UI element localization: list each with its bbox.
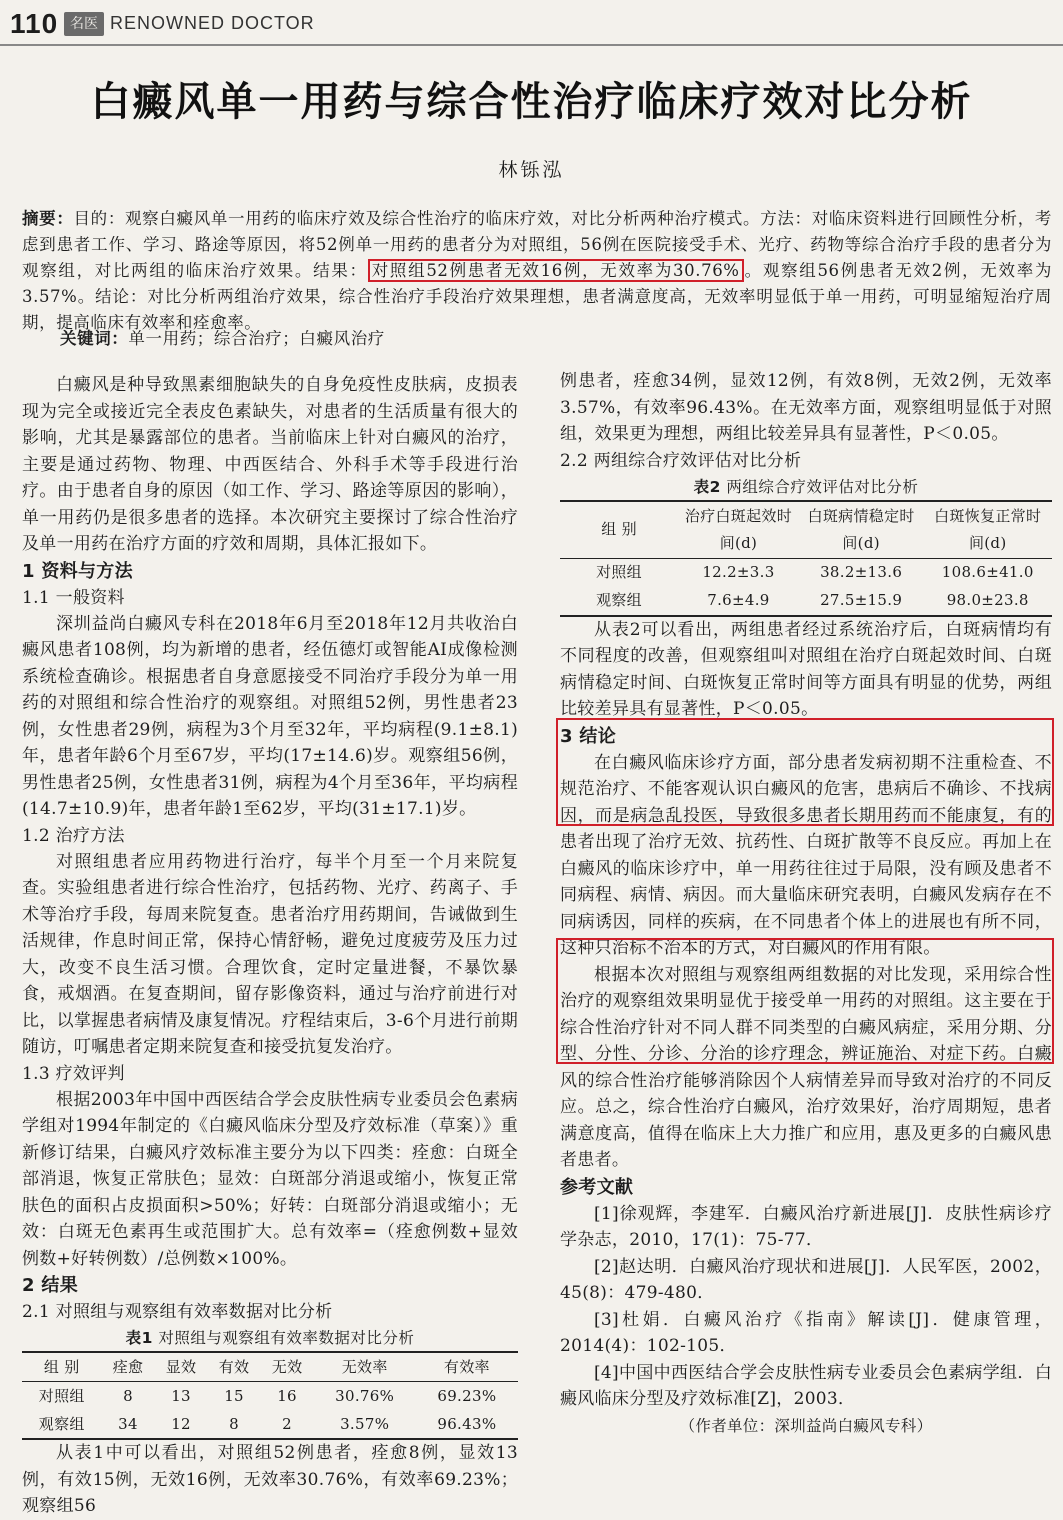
table-cell: 30.76% bbox=[335, 1386, 395, 1405]
table1-header: 有效率 bbox=[416, 1352, 518, 1382]
table2-caption-label: 表2 bbox=[693, 477, 721, 496]
right-column bbox=[560, 368, 1052, 1439]
article-author: 林铄泓 bbox=[498, 159, 565, 181]
intro-paragraph: 白癜风是种导致黑素细胞缺失的自身免疫性皮肤病，皮损表现为完全或接近完全表皮色素缺失，对患者的生活质量有很大的影响，尤其是暴露部位的患者。当前临床上针对白癜风的治疗，主要是通过药物、物理、中西医结合、外科手术等手段进行治疗。由于患者自身的原因（如工作、学习、路途等原因的影响），单一用药仍是很多患者的选择。本次研究主要探讨了综合性治疗及单一用药在治疗方面的疗效和周期，具体汇报如下。 bbox=[22, 375, 518, 554]
table1-header: 显效 bbox=[155, 1352, 208, 1382]
paragraph-table2-analysis: 从表2可以看出，两组患者经过系统治疗后，白斑病情均有不同程度的改善，但观察组叫对照组在治疗白斑起效时间、白斑病情稳定时间、白斑恢复正常时间等方面具有明显的优势，两组比较差异具有显著性，P＜0.05。 bbox=[560, 619, 1052, 719]
keywords-label: 关键词： bbox=[60, 329, 129, 348]
paragraph-conclusion-2: 根据本次对照组与观察组两组数据的对比发现，采用综合性治疗的观察组效果明显优于接受单一用药的对照组。这主要在于综合性治疗针对不同人群不同类型的白癜风病症，采用分期、分型、分性、分诊、分治的诊疗理念，辨证施治、对症下药。白癜风的综合性治疗能够消除因个人病情差异而导致对治疗的不同反应。总之，综合性治疗白癜风，治疗效果好，治疗周期短，患者满意度高，值得在临床上大力推广和应用，惠及更多的白癜风患者患者。 bbox=[560, 964, 1052, 1170]
table-cell: 34 bbox=[102, 1410, 155, 1439]
page-number: 110 bbox=[10, 8, 59, 39]
highlight-box-summary bbox=[556, 938, 1054, 1064]
paragraph-table1-analysis: 从表1中可以看出，对照组52例患者，痊愈8例，显效13例，有效15例，无效16例，无效率30.76%，有效率69.23%；观察组56 bbox=[22, 1443, 518, 1516]
subsection-heading-1-3: 1.3 疗效评判 bbox=[22, 1063, 125, 1084]
reference-item: [2]赵达明．白癜风治疗现状和进展[J]．人民军医，2002，45(8)：479-480． bbox=[560, 1256, 1052, 1303]
table-1 bbox=[22, 1351, 518, 1440]
table-cell: 7.6±4.9 bbox=[678, 587, 799, 616]
paragraph-general-data: 深圳益尚白癜风专科在2018年6月至2018年12月共收治白癜风患者108例，均为新增的患者，经伍德灯或智能AI成像检测系统检查确诊。根据患者自身意愿接受不同治疗手段分为单一用药的对照组和综合性治疗的观察组。对照组52例，男性患者23例，女性患者29例，病程为3个月至32年，平均病程(9.1±8.1)年，患者年龄6个月至67岁，平均(17±14.6)岁。观察组56例，男性患者25例，女性患者31例，病程为4个月至36年，平均病程(14.7±10.9)年，患者年龄1至62岁，平均(31±17.1)岁。 bbox=[22, 613, 518, 819]
table1-caption bbox=[22, 1325, 518, 1351]
section-heading-2: 2 结果 bbox=[22, 1275, 78, 1296]
header-divider bbox=[0, 44, 1063, 46]
paragraph-conclusion-1: 在白癜风临床诊疗方面，部分患者发病初期不注重检查、不规范治疗、不能客观认识白癜风的危害，患病后不确诊、不找病因，而是病急乱投医，导致很多患者长期用药而不能康复，有的患者出现了治疗无效、抗药性、白斑扩散等不良反应。再加上在白癜风的临床诊疗中，单一用药往往过于局限，没有顾及患者不同病程、病情、病因。而大量临床研究表明，白癜风发病存在不同病诱因，同样的疾病，在不同患者个体上的进展也有所不同，这种只治标不治本的方式，对白癜风的作用有限。 bbox=[560, 752, 1052, 958]
table-cell: 12.2±3.3 bbox=[702, 563, 775, 582]
table-cell: 96.43% bbox=[416, 1410, 518, 1439]
subsection-heading-1-2: 1.2 治疗方法 bbox=[22, 825, 125, 846]
table-cell: 3.57% bbox=[314, 1410, 416, 1439]
paragraph-table1-analysis-cont: 例患者，痊愈34例，显效12例，有效8例，无效2例，无效率3.57%，有效率96.43%。在无效率方面，观察组明显低于对照组，效果更为理想，两组比较差异具有显著性，P＜0.05。 bbox=[560, 371, 1052, 444]
table1-header: 无效 bbox=[261, 1352, 314, 1382]
table-cell: 观察组 bbox=[560, 587, 678, 616]
keywords bbox=[60, 325, 385, 349]
reference-item: [4]中国中西医结合学会皮肤性病专业委员会色素病学组．白癜风临床分型及疗效标准[Z]，2003． bbox=[560, 1362, 1052, 1409]
table-row bbox=[22, 1410, 518, 1439]
table-cell: 2 bbox=[261, 1410, 314, 1439]
section-heading-1: 1 资料与方法 bbox=[22, 560, 133, 582]
magazine-logo: 名医 bbox=[64, 12, 104, 36]
left-column bbox=[22, 372, 518, 1520]
table-cell: 15 bbox=[224, 1386, 244, 1405]
table-cell: 27.5±15.9 bbox=[799, 587, 924, 616]
table2-header: 组 别 bbox=[560, 501, 678, 559]
table-cell: 对照组 bbox=[596, 563, 642, 582]
reference-item: [1]徐观辉，李建军．白癜风治疗新进展[J]．皮肤性病诊疗学杂志，2010，17(1)：75-77． bbox=[560, 1203, 1052, 1250]
table1-header: 痊愈 bbox=[102, 1352, 155, 1382]
table-cell: 观察组 bbox=[22, 1410, 102, 1439]
keywords-text: 单一用药；综合治疗；白癜风治疗 bbox=[128, 329, 385, 348]
reference-item: [3]杜娟．白癜风治疗《指南》解读[J]．健康管理，2014(4)：102-105． bbox=[560, 1309, 1052, 1356]
article-title: 白癜风单一用药与综合性治疗临床疗效对比分析 bbox=[90, 79, 973, 125]
references-heading: 参考文献 bbox=[560, 1176, 634, 1198]
subsection-heading-2-1: 2.1 对照组与观察组有效率数据对比分析 bbox=[22, 1302, 333, 1322]
table-cell: 69.23% bbox=[437, 1386, 497, 1405]
table-cell: 38.2±13.6 bbox=[820, 563, 903, 582]
table-2 bbox=[560, 500, 1052, 617]
table2-header: 白斑病情稳定时间(d) bbox=[799, 501, 924, 559]
table2-caption bbox=[560, 474, 1052, 500]
table2-header: 白斑恢复正常时间(d) bbox=[923, 501, 1052, 559]
table-row bbox=[560, 587, 1052, 616]
paragraph-criteria: 根据2003年中国中西医结合学会皮肤性病专业委员会色素病学组对1994年制定的《白癜风临床分型及疗效标准（草案）》重新修订结果，白癜风疗效标准主要分为以下四类：痊愈：白斑全部消退，恢复正常肤色；显效：白斑部分消退或缩小，恢复正常肤色的面积占皮损面积>50%；好转：白斑部分消退或缩小；无效：白斑无色素再生或范围扩大。总有效率=（痊愈例数+显效例数+好转例数）/总例数×100%。 bbox=[22, 1089, 518, 1269]
table-cell: 对照组 bbox=[38, 1386, 85, 1405]
abstract bbox=[22, 206, 1052, 336]
table-cell: 12 bbox=[155, 1410, 208, 1439]
abstract-label: 摘要： bbox=[22, 209, 74, 228]
table-cell: 16 bbox=[277, 1386, 297, 1405]
abstract-text-1: 目的：观察白癜风单一用药的临床疗效及综合性治疗的临床疗效，对比分析两种治疗模式。方法：对临床资料进行回顾性分析，考虑到患者工作、学习、路途等原因，将52例单一用药的患者分为对照组，56例在医院接受手术、光疗、药物等综合治疗手段的患者分为观察组，对比两组的临床治疗效果。结果： bbox=[22, 209, 1052, 280]
table-cell: 8 bbox=[123, 1386, 133, 1405]
subsection-heading-1-1: 1.1 一般资料 bbox=[22, 587, 125, 608]
table1-header: 有效 bbox=[208, 1352, 261, 1382]
abstract-text-2: 。观察组56例患者无效2例，无效率为3.57%。结论：对比分析两组治疗效果，综合性治疗手段治疗效果理想，患者满意度高，无效率明显低于单一用药，可明显缩短治疗周期，提高临床有效率和痊愈率。 bbox=[22, 261, 1053, 332]
table1-header: 无效率 bbox=[314, 1352, 416, 1382]
author-affiliation: （作者单位：深圳益尚白癜风专科） bbox=[679, 1416, 933, 1435]
table-row bbox=[560, 558, 1052, 587]
table-cell: 13 bbox=[171, 1386, 191, 1405]
table2-header: 治疗白斑起效时间(d) bbox=[678, 501, 799, 559]
table-row bbox=[22, 1382, 518, 1411]
table1-caption-label: 表1 bbox=[125, 1329, 153, 1347]
table-cell: 98.0±23.8 bbox=[923, 587, 1052, 616]
highlight-box-conclusion bbox=[556, 718, 1054, 826]
table1-caption-text: 对照组与观察组有效率数据对比分析 bbox=[158, 1329, 415, 1347]
table2-caption-text: 两组综合疗效评估对比分析 bbox=[726, 477, 919, 496]
abstract-highlight: 对照组52例患者无效16例，无效率为30.76% bbox=[368, 259, 744, 282]
table1-header: 组 别 bbox=[22, 1352, 102, 1382]
section-heading-3: 3 结论 bbox=[560, 725, 616, 747]
magazine-name: RENOWNED DOCTOR bbox=[110, 13, 315, 33]
table-cell: 108.6±41.0 bbox=[941, 563, 1034, 582]
paragraph-treatment: 对照组患者应用药物进行治疗，每半个月至一个月来院复查。实验组患者进行综合性治疗，包括药物、光疗、药离子、手术等治疗手段，每周来院复查。患者治疗用药期间，告诫做到生活规律，作息时间正常，保持心情舒畅，避免过度疲劳及压力过大，改变不良生活习惯。合理饮食，定时定量进餐，不暴饮暴食，戒烟酒。在复查期间，留存影像资料，通过与治疗前进行对比，以掌握患者病情及康复情况。疗程结束后，3-6个月进行前期随访，叮嘱患者定期来院复查和接受抗复发治疗。 bbox=[22, 851, 518, 1057]
references-list bbox=[560, 1201, 1052, 1413]
table-cell: 8 bbox=[208, 1410, 261, 1439]
subsection-heading-2-2: 2.2 两组综合疗效评估对比分析 bbox=[560, 450, 802, 471]
